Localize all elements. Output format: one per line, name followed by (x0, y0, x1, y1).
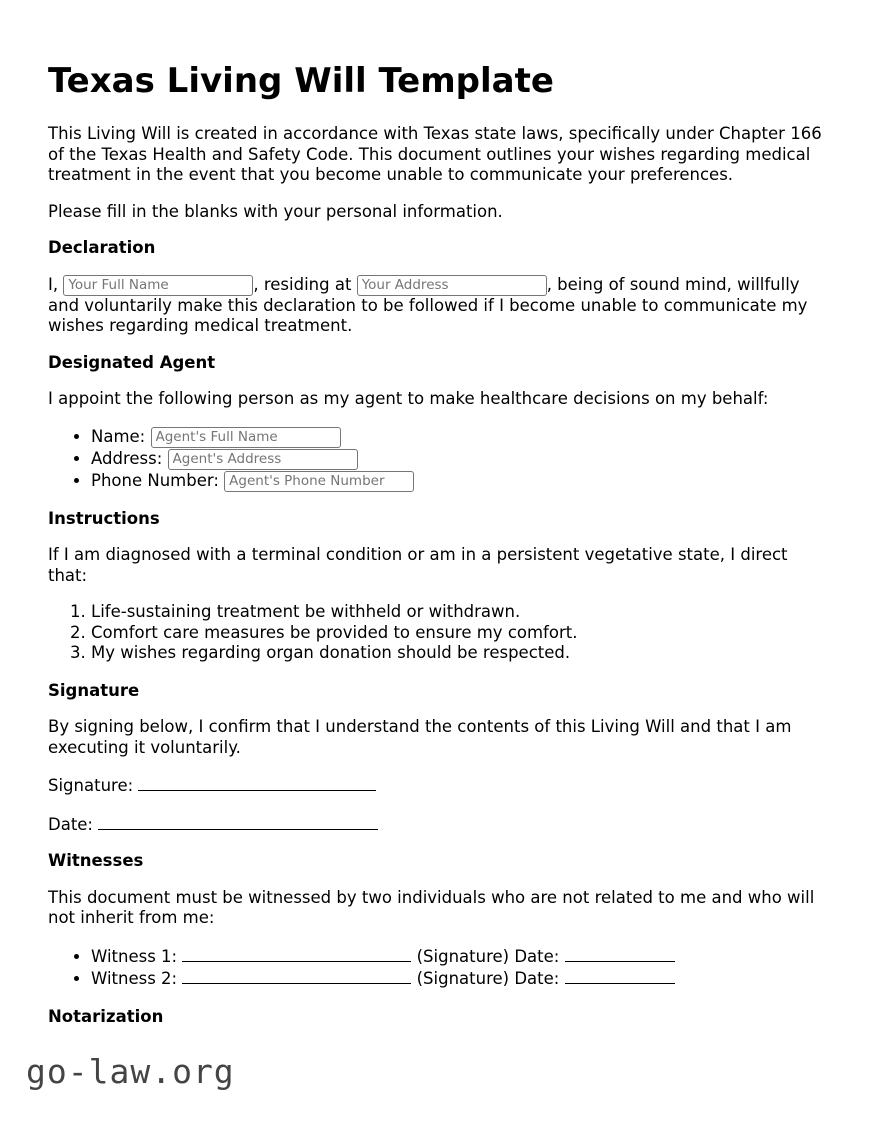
list-item: 1. Life-sustaining treatment be withheld or withdrawn. (91, 602, 828, 623)
agent-list (48, 426, 828, 492)
witness-2-note: (Signature) Date: (416, 969, 560, 988)
signature-intro: By signing below, I confirm that I understand the contents of this Living Will and that I am executing it voluntarily. (48, 717, 792, 757)
witness-1-label: Witness 1: (91, 946, 178, 966)
witness-list (48, 945, 828, 990)
agent-name-label: Name: (91, 426, 146, 446)
instructions-list (48, 602, 828, 664)
list-item: 2. Comfort care measures be provided to ensure my comfort. (91, 623, 828, 644)
agent-name-item (91, 426, 828, 448)
intro-text: This Living Will is created in accordance with Texas state laws, specifically under Chapter 166 of the Texas Health and Safety Code. This document outlines your wishes regarding medical treatment in the event that you become unable to communicate your preferences. (48, 124, 822, 184)
address-input[interactable] (357, 275, 547, 296)
agent-address-item (91, 448, 828, 470)
witnesses-intro: This document must be witnessed by two individuals who are not related to me and who will not inherit from me: (48, 887, 815, 927)
declaration-suffix: , being of sound mind, willfully and voluntarily make this declaration to be followed if I become unable to communicate my wishes regarding medical treatment. (48, 274, 808, 335)
date-label: Date: (48, 814, 93, 834)
agent-phone-label: Phone Number: (91, 470, 219, 490)
instructions-intro: If I am diagnosed with a terminal condition or am in a persistent vegetative state, I direct that: (48, 545, 788, 585)
witness-1-line (182, 945, 411, 962)
signature-row (48, 774, 828, 797)
witness-1-item (91, 945, 828, 968)
witness-1-date-line (565, 945, 675, 962)
signature-heading: Signature (48, 680, 140, 700)
fill-note: Please fill in the blanks with your personal information. (48, 201, 503, 221)
witness-2-item (91, 967, 828, 990)
agent-intro: I appoint the following person as my agent to make healthcare decisions on my behalf: (48, 389, 769, 408)
date-line (98, 813, 378, 830)
declaration-prefix: I, (48, 274, 59, 294)
witnesses-heading: Witnesses (48, 851, 144, 870)
declaration-text (48, 275, 828, 337)
signature-label: Signature: (48, 776, 134, 795)
agent-address-input[interactable] (168, 449, 358, 470)
signature-line (138, 774, 376, 791)
notarization-heading: Notarization (48, 1006, 164, 1026)
witness-2-line (182, 967, 411, 984)
agent-heading: Designated Agent (48, 352, 216, 372)
declaration-heading: Declaration (48, 238, 156, 257)
list-item: 3. My wishes regarding organ donation should be respected. (91, 643, 828, 664)
agent-phone-input[interactable] (224, 471, 414, 492)
watermark: go-law.org (26, 1052, 235, 1091)
witness-1-note: (Signature) Date: (416, 946, 560, 966)
document (48, 60, 828, 1043)
agent-phone-item (91, 470, 828, 492)
page-title: Texas Living Will Template (48, 61, 554, 101)
date-row (48, 813, 828, 836)
full-name-input[interactable] (63, 275, 253, 296)
agent-name-input[interactable] (151, 427, 341, 448)
agent-address-label: Address: (91, 448, 163, 468)
instructions-heading: Instructions (48, 508, 160, 528)
declaration-residing: , residing at (253, 274, 352, 294)
witness-2-label: Witness 2: (91, 969, 178, 988)
witness-2-date-line (565, 967, 675, 984)
